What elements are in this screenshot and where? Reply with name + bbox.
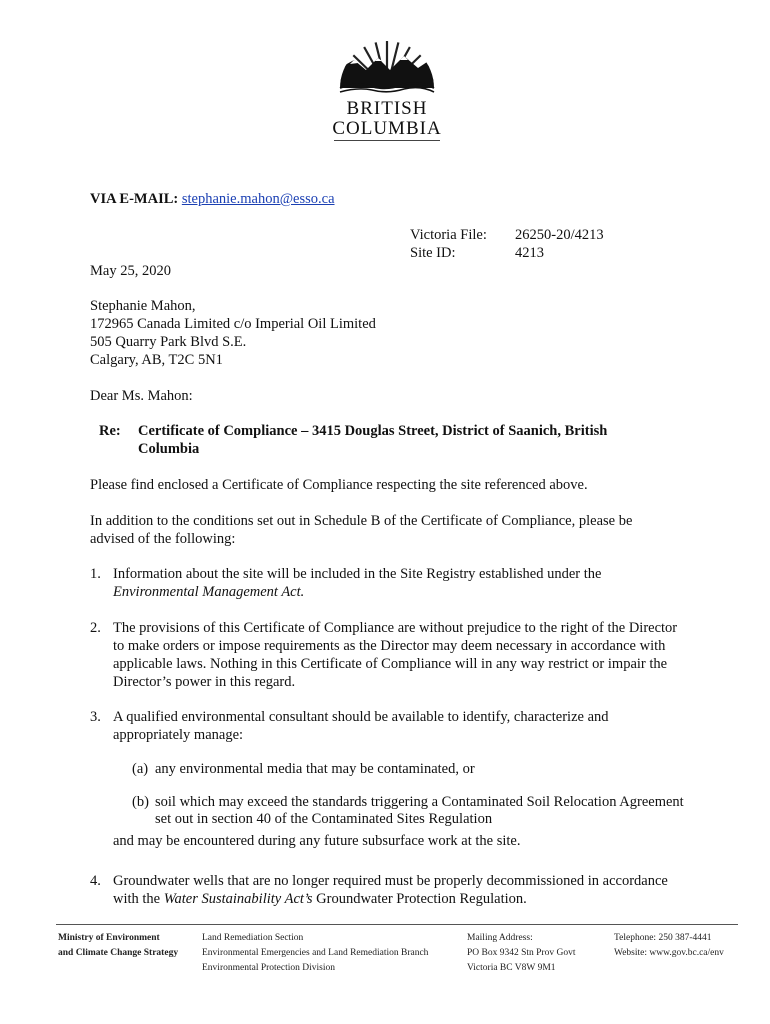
item-4-line-2-pre: with the <box>113 891 164 907</box>
item-3-closing: and may be encountered during any future subsurface work at the site. <box>113 833 521 849</box>
address-line-4: Calgary, AB, T2C 5N1 <box>90 352 223 368</box>
victoria-file-label: Victoria File: <box>410 227 487 243</box>
item-1-line-2: Environmental Management Act. <box>113 584 305 600</box>
footer-ministry-line-1: Ministry of Environment <box>58 933 160 943</box>
logo-text-columbia: COLUMBIA <box>332 118 442 139</box>
item-3-sub-a-label: (a) <box>132 761 149 777</box>
address-line-1: Stephanie Mahon, <box>90 298 196 314</box>
item-4-line-2-post: Groundwater Protection Regulation. <box>312 891 527 907</box>
item-4-act-name: Water Sustainability Act’s <box>163 891 313 907</box>
item-2-line-4: Director’s power in this regard. <box>113 674 296 690</box>
footer-mailing-line-3: Victoria BC V8W 9M1 <box>467 963 556 973</box>
address-line-3: 505 Quarry Park Blvd S.E. <box>90 334 247 350</box>
item-3-line-1: A qualified environmental consultant should be available to identify, characterize and <box>113 709 609 725</box>
footer-divider <box>56 924 738 925</box>
footer-section-line-2: Environmental Emergencies and Land Remediation Branch <box>202 948 429 958</box>
footer-mailing-address <box>467 931 575 976</box>
item-3-sub-a-text: any environmental media that may be contaminated, or <box>155 761 475 777</box>
paragraph-2-line-2: advised of the following: <box>90 531 236 547</box>
item-1-line-1: Information about the site will be included in the Site Registry established under the <box>113 566 602 582</box>
via-email-label: VIA E-MAIL: <box>90 191 179 207</box>
email-link[interactable]: stephanie.mahon@esso.ca <box>181 191 335 207</box>
re-subject-line-1: Certificate of Compliance – 3415 Douglas Street, District of Saanich, British <box>138 423 608 439</box>
site-id-label: Site ID: <box>410 245 456 261</box>
item-4-line-1: Groundwater wells that are no longer required must be properly decommissioned in accordance <box>113 873 668 889</box>
footer-section-line-1: Land Remediation Section <box>202 933 304 943</box>
bc-sun-mountain-icon <box>326 30 448 96</box>
footer-contact <box>614 931 724 961</box>
footer-section-line-3: Environmental Protection Division <box>202 963 335 973</box>
item-3-sub-b-line-1: soil which may exceed the standards triggering a Contaminated Soil Relocation Agreement <box>155 794 684 810</box>
item-3-sub-b-line-2: set out in section 40 of the Contaminated Sites Regulation <box>155 811 493 827</box>
footer-telephone: Telephone: 250 387-4441 <box>614 933 712 943</box>
footer-mailing-line-2: PO Box 9342 Stn Prov Govt <box>467 948 576 958</box>
item-2-line-3: applicable laws. Nothing in this Certificate of Compliance will in any way restrict or impair the <box>113 656 668 672</box>
item-4-number: 4. <box>90 873 101 889</box>
item-4-line-2 <box>113 891 527 908</box>
item-2-line-2: to make orders or impose requirements as the Director may deem necessary in accordance with <box>113 638 666 654</box>
re-subject-line-2: Columbia <box>138 441 200 457</box>
item-3-number: 3. <box>90 709 101 725</box>
bc-logo <box>326 30 448 142</box>
paragraph-2-line-1: In addition to the conditions set out in Schedule B of the Certificate of Compliance, please be <box>90 513 633 529</box>
logo-underline <box>334 140 440 141</box>
item-3-sub-b-label: (b) <box>132 794 149 810</box>
footer-website[interactable]: Website: www.gov.bc.ca/env <box>614 948 724 958</box>
victoria-file-value: 26250-20/4213 <box>515 227 604 243</box>
address-line-2: 172965 Canada Limited c/o Imperial Oil Limited <box>90 316 376 332</box>
salutation: Dear Ms. Mahon: <box>90 388 193 404</box>
letter-date: May 25, 2020 <box>90 263 171 279</box>
item-2-line-1: The provisions of this Certificate of Compliance are without prejudice to the right of the Director <box>113 620 678 636</box>
site-id-value: 4213 <box>515 245 544 261</box>
item-1-number: 1. <box>90 566 101 582</box>
via-email-line <box>90 191 335 208</box>
footer-ministry <box>58 931 178 961</box>
logo-text-british: BRITISH <box>346 98 428 119</box>
footer-section <box>202 931 428 976</box>
paragraph-1: Please find enclosed a Certificate of Compliance respecting the site referenced above. <box>90 477 588 493</box>
footer-mailing-line-1: Mailing Address: <box>467 933 533 943</box>
item-2-number: 2. <box>90 620 101 636</box>
footer-ministry-line-2: and Climate Change Strategy <box>58 948 179 958</box>
item-3-line-2: appropriately manage: <box>113 727 244 743</box>
re-label: Re: <box>99 423 121 439</box>
